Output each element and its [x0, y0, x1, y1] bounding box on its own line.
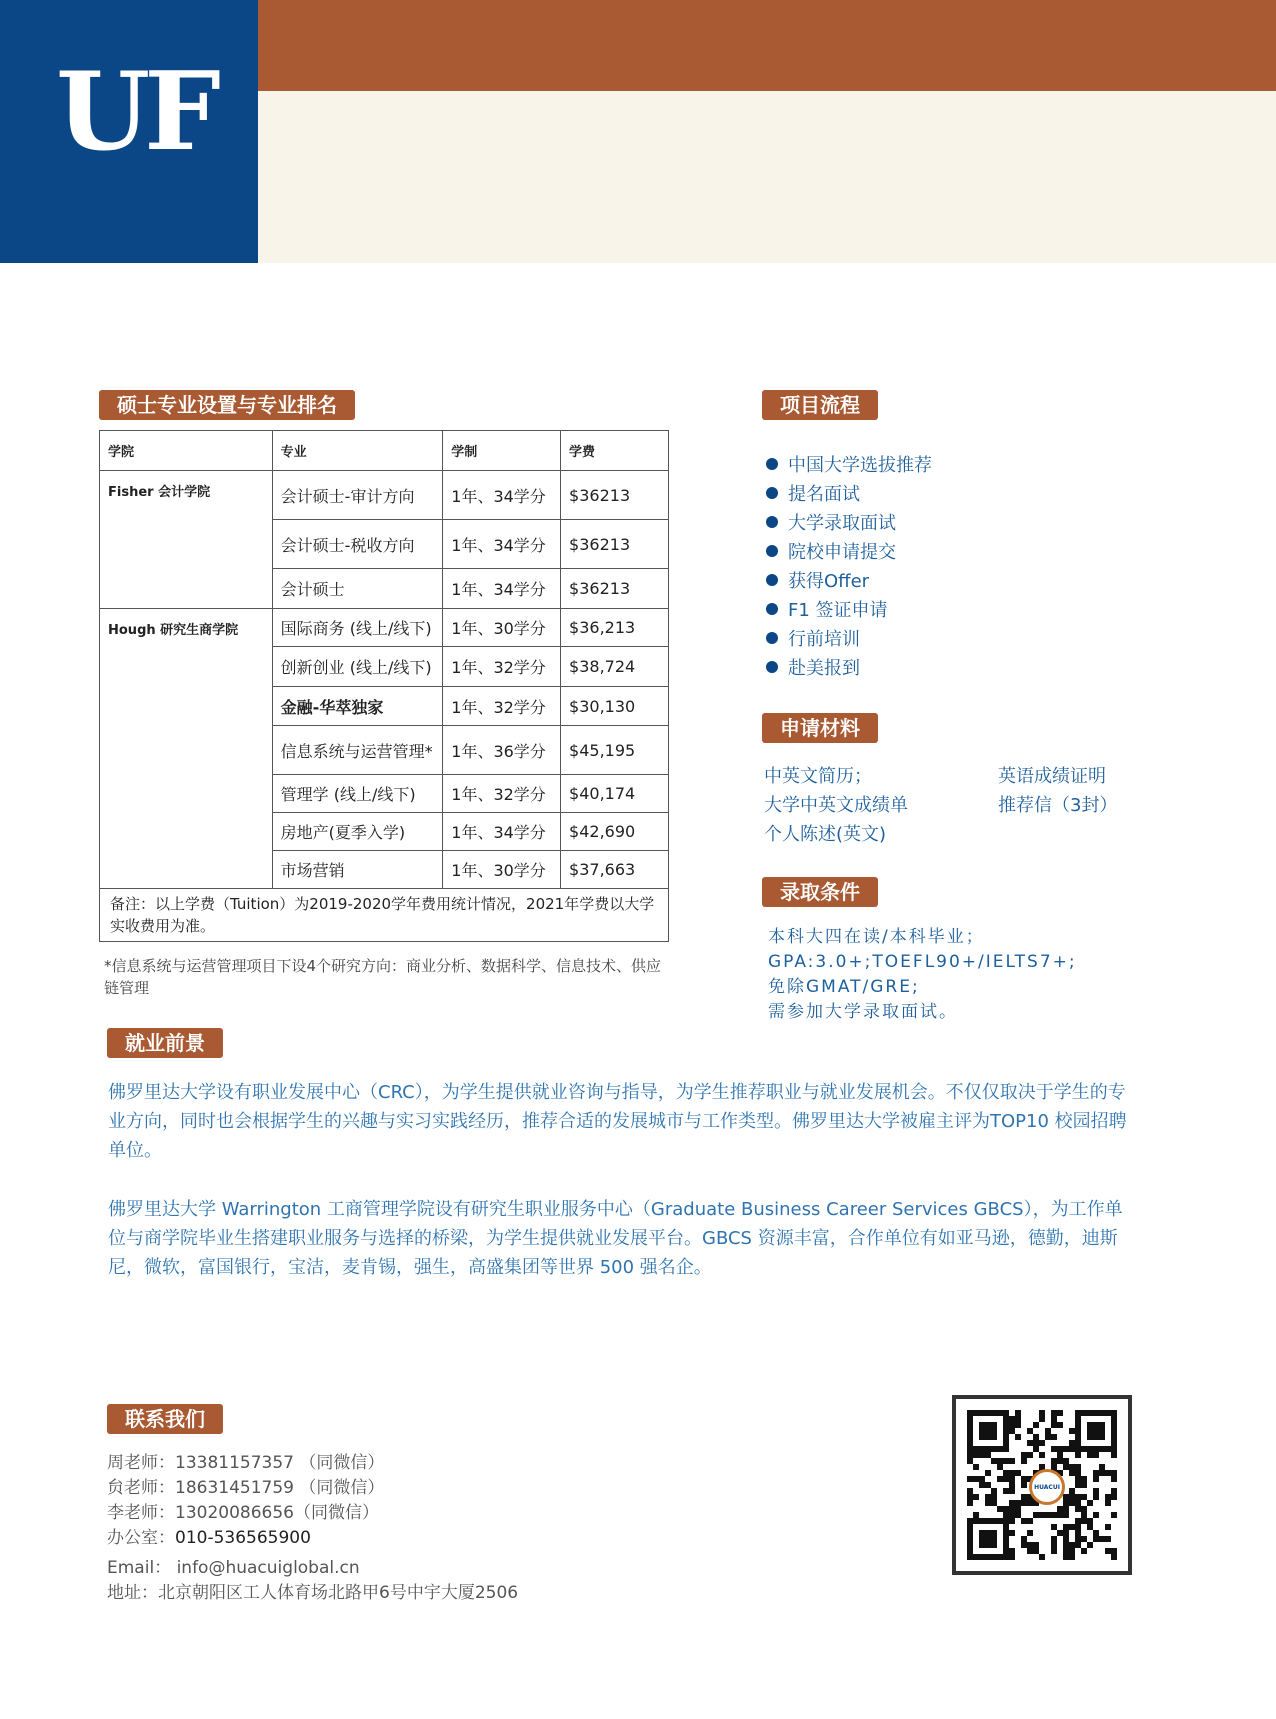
school-hough: Hough 研究生商学院 [100, 609, 273, 889]
materials-left [764, 762, 908, 849]
bullet-icon [766, 603, 778, 615]
major-cell: 会计硕士 [272, 569, 443, 609]
requirement-line: GPA:3.0+;TOEFL90+/IELTS7+; [768, 952, 1077, 972]
header-school: 学院 [100, 431, 273, 471]
career-paragraph-2: 佛罗里达大学 Warrington 工商管理学院设有研究生职业服务中心（Graduate Business Career Services GBCS），为工作单位与商学院毕业生搭建职业服务与选择的桥梁，为学生提供就业发展平台。GBCS 资源丰富，合作单位有如亚马逊，德勤，迪斯尼，微软，富国银行，宝洁，麦肯锡，强生，高盛集团等世界 500 强名企。 [108, 1199, 1123, 1278]
bullet-icon [766, 632, 778, 644]
material-item: 大学中英文成绩单 [764, 795, 908, 816]
contact-office: 办公室：010-536565900 [107, 1528, 311, 1548]
tuition-cell: $36213 [561, 569, 669, 609]
major-cell: 房地产(夏季入学) [272, 813, 443, 851]
duration-cell: 1年、34学分 [443, 569, 561, 609]
major-cell: 信息系统与运营管理* [272, 726, 443, 775]
materials-right [998, 762, 1117, 820]
tuition-cell: $36,213 [561, 609, 669, 647]
contact-teacher: 李老师：13020086656（同微信） [107, 1503, 379, 1523]
process-step: 获得Offer [766, 567, 932, 596]
material-item: 推荐信（3封） [998, 795, 1118, 816]
table-header-row [100, 431, 669, 471]
header-brown-band [258, 0, 1276, 91]
duration-cell: 1年、32学分 [443, 687, 561, 726]
bullet-icon [766, 574, 778, 586]
bullet-icon [766, 516, 778, 528]
duration-cell: 1年、34学分 [443, 520, 561, 569]
majors-title: 硕士专业设置与专业排名 [99, 390, 355, 420]
duration-cell: 1年、32学分 [443, 647, 561, 687]
process-step: 大学录取面试 [766, 509, 932, 538]
contact-email: Email： info@huacuiglobal.cn [107, 1558, 360, 1578]
material-item: 英语成绩证明 [998, 766, 1106, 787]
tuition-cell: $38,724 [561, 647, 669, 687]
admission-title: 录取条件 [762, 877, 878, 907]
process-step: 中国大学选拔推荐 [766, 451, 932, 480]
table-note-row [100, 889, 669, 942]
major-cell: 管理学 (线上/线下) [272, 775, 443, 813]
major-cell: 国际商务 (线上/线下) [272, 609, 443, 647]
major-cell: 金融-华萃独家 [272, 687, 443, 726]
tuition-cell: $45,195 [561, 726, 669, 775]
email-link[interactable]: info@huacuiglobal.cn [176, 1558, 360, 1578]
contact-address: 地址：北京朝阳区工人体育场北路甲6号中宇大厦2506 [107, 1583, 519, 1603]
school-fisher: Fisher 会计学院 [100, 471, 273, 609]
process-steps [766, 451, 932, 683]
tuition-cell: $30,130 [561, 687, 669, 726]
header-major: 专业 [272, 431, 443, 471]
duration-cell: 1年、32学分 [443, 775, 561, 813]
major-cell: 会计硕士-审计方向 [272, 471, 443, 520]
requirement-line: 免除GMAT/GRE; [768, 977, 920, 997]
major-cell: 创新创业 (线上/线下) [272, 647, 443, 687]
duration-cell: 1年、36学分 [443, 726, 561, 775]
contact-title: 联系我们 [107, 1404, 223, 1434]
tuition-cell: $37,663 [561, 851, 669, 889]
material-item: 个人陈述(英文) [764, 824, 887, 845]
table-footnote: *信息系统与运营管理项目下设4个研究方向：商业分析、数据科学、信息技术、供应链管理 [104, 957, 662, 997]
process-title: 项目流程 [762, 390, 878, 420]
process-step: 院校申请提交 [766, 538, 932, 567]
contact-teacher: 贠老师：18631451759 （同微信） [107, 1478, 385, 1498]
process-step: 行前培训 [766, 625, 932, 654]
requirement-line: 本科大四在读/本科毕业； [768, 927, 985, 947]
process-step: F1 签证申请 [766, 596, 932, 625]
bullet-icon [766, 661, 778, 673]
major-cell: 市场营销 [272, 851, 443, 889]
qr-center-logo: HUACUI [1029, 1469, 1065, 1505]
tuition-cell: $36213 [561, 520, 669, 569]
bullet-icon [766, 545, 778, 557]
majors-table [99, 430, 669, 942]
bullet-icon [766, 487, 778, 499]
uf-logo: UF [56, 49, 215, 175]
process-step: 赴美报到 [766, 654, 932, 683]
duration-cell: 1年、34学分 [443, 813, 561, 851]
qr-code [952, 1395, 1132, 1575]
tuition-cell: $36213 [561, 471, 669, 520]
duration-cell: 1年、30学分 [443, 609, 561, 647]
process-step: 提名面试 [766, 480, 932, 509]
requirement-line: 需参加大学录取面试。 [768, 1002, 958, 1022]
table-row [100, 609, 669, 647]
material-item: 中英文简历； [764, 766, 872, 787]
career-paragraph-1: 佛罗里达大学设有职业发展中心（CRC），为学生提供就业咨询与指导，为学生推荐职业与就业发展机会。不仅仅取决于学生的专业方向，同时也会根据学生的兴趣与实习实践经历，推荐合适的发展城市与工作类型。佛罗里达大学被雇主评为TOP10 校园招聘单位。 [108, 1082, 1127, 1161]
header-tuition: 学费 [561, 431, 669, 471]
career-title: 就业前景 [107, 1028, 223, 1058]
table-row [100, 471, 669, 520]
tuition-note: 备注：以上学费（Tuition）为2019-2020学年费用统计情况，2021年学费以大学实收费用为准。 [100, 889, 669, 942]
major-cell: 会计硕士-税收方向 [272, 520, 443, 569]
contact-list [107, 1451, 518, 1606]
bullet-icon [766, 458, 778, 470]
contact-teacher: 周老师：13381157357 （同微信） [107, 1453, 385, 1473]
header-cream-band [258, 91, 1276, 263]
materials-title: 申请材料 [762, 713, 878, 743]
duration-cell: 1年、30学分 [443, 851, 561, 889]
tuition-cell: $40,174 [561, 775, 669, 813]
tuition-cell: $42,690 [561, 813, 669, 851]
header-duration: 学制 [443, 431, 561, 471]
admission-requirements [768, 925, 1077, 1025]
duration-cell: 1年、34学分 [443, 471, 561, 520]
